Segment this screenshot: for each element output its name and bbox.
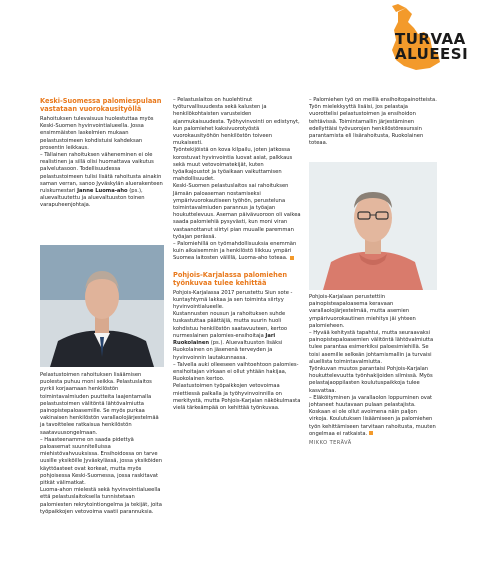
article1-paragraph: Rahoituksen tulevaisuus huolestuttaa myös Keski-Suomen hyvinvointialueella. Jossa ensimmäisten laskelmien mukaan pelastustoimeen kohdistuisi kahdeksan prosentin leikkaus. [40, 116, 154, 151]
article2-paragraph: – Palomiehen työ on meillä ensihoitopainotteista. Työn mielekkyyttä lisäisi, jos pelastaja vuorottelisi pelastustoimen ja ensihoidon tehtävissä. Toimintamallin järjestäminen edellyttäisi työvuorojen henkilöstöresurssin parantamista eli lisärahoitusta, Ruokolainen toteaa. [309, 97, 437, 147]
article2-paragraph: Pelastustoimen työpaikkojen vetovoimaa miettiessä palkalla ja työhyvinvoinnilla on merkitystä, mutta Pohjois-Karjalan näkökulmasta vielä tärkeämpää on kehittää työnkuvaa. [173, 383, 301, 411]
end-mark-icon [290, 256, 294, 260]
quote-text: (ps.), aluevaltuutettu ja aluevaltuuston toinen varapuheenjohtaja. [40, 188, 145, 209]
article1-paragraph: Pelastustoimen rahoituksen lisäämisen puolesta puhuu moni seikka. Pelastuslaitos pyrkii korjaamaan henkilöstön toimintavalmiuden puutteita laajentamalla pelastustoimen välitöntä lähtövalmiutta painopistepaloasemille. Se myös purkaa vakinaisen henkilöstön varallaolojärjestelmää ja tavoittelee ratkaisua henkilöstön saatavuusongelmaan. [40, 372, 159, 436]
article2-paragraph [309, 395, 437, 438]
logo-line1: TURVAA [395, 30, 466, 48]
article1-heading: Keski-Suomessa palomiespulaan vastataan vuorokausityöllä [40, 97, 162, 113]
article1-paragraph: – Haasteenamme on saada pidettyä paloasemat suunnitelluissa miehistövahvuuksissa. Ensihoidossa on tarve uusille yksiköille Jyväskylässä, jossa yksiköiden käyttöasteet ovat korkeat, mutta myös pohjoisessa Keski-Suomessa, jossa raskitavat pitkät välimatkat. [40, 436, 163, 487]
article1-paragraph: – Pelastuslaitos on huolehtinut työturvallisuudesta sekä kalusten ja henkilökohtaisten varusteiden ajanmukaisuudesta. Työhyvinvointi on edistynyt, kun palomiehet kaksivuorotyöstä vuorokausityöhön henkilöstön toiveen mukaisesti. [173, 97, 300, 147]
turvaa-alueesi-logo [368, 4, 478, 76]
article2-paragraph [173, 311, 301, 361]
quote-text: Kustannusten nousun ja rahoituksen suhde tuskastuttaa päättäjiä, mutta suurin huoli kohdistuu henkilöstön saatavuuteen, kertoo nurmeslainen palomies-ensihoitaja [173, 311, 288, 339]
article1-paragraph [173, 241, 301, 263]
article2-paragraph: Pohjois-Karjalassa 2017 perustettu Siun sote -kuntayhtymä lakkaa ja sen toiminta siirtyy hyvinvointialueelle. [173, 289, 293, 311]
column-3-lower [309, 294, 437, 447]
quote-text: – Tällainen rahoituksen väheneminen ei ole realistinen ja sillä olisi huomattava vaikutus palvelutasoon. Todellisuudessa pelastustoimeen tulisi lisätä rahoitusta ainakin saman verran, sanoo Jyväskylän aluerakenteen ruiskumestari [40, 152, 163, 195]
column-2 [173, 97, 301, 412]
logo-text [395, 32, 479, 62]
article2-paragraph: Työnkuvan muutos parantaisi Pohjois-Karjalan houkuttelevuutta työnhakijoiden silmissä. Myös pelastajaoppilasten koulutuspaikkoja tulee kasvattaa. [309, 366, 433, 394]
closing-quote: – Palomiehillä on työmahdollisuuksia enemmän kuin aikaisemmin ja henkilöstö liikkuu ympäri Suomea laitosten välillä, Luoma-aho toteaa. [173, 241, 297, 262]
article2-paragraph: Pohjois-Karjalaan perustettiin painopisteapaloasema keravaan varallaolojärjestelmää, mutta asemien ympärivuorokautinen miehitys jäi yhteen palomieheen. [309, 294, 416, 329]
quote-text: (ps.). Aluevaltuuston lisäksi Ruokolainen on jäsenenä terveyden ja hyvinvoinnin lautakunnassa. [173, 340, 283, 361]
column-3 [309, 97, 437, 147]
article1-paragraph: Luoma-ahon mielestä sekä hyvinvointialueella että pelastuslaitoksella tunnistetaan palomiesten rekrytointiongelma ja tekijät, joita työpaikkojen vetovoima vaatii parannuksia. [40, 487, 162, 515]
article1-paragraph [40, 152, 164, 210]
article2-heading: Pohjois-Karjalassa palomiehen työnkuvaa tulee kehittää [173, 270, 288, 287]
closing-quote: – Eläköityminen ja varallaolon loppuminen ovat johtaneet huutavaan pulaan pelastajista. Koskaan ei ole ollut avoimena näin paljon virkoja. Koulutuksen lisäämiseen ja palomiehen työn kehittämiseen tarvitaan rahoitusta, muuten ongelmaa ei ratkaista. [309, 394, 436, 437]
article2-paragraph: – Hyvää kehitystä tapahtui, mutta seuraavaksi painopistepaloasemien välitöntä lähtövalmiutta tulee parantaa esimerkiksi paloesimiehillä. Se toisi asemille selkeän johtamismallin ja turvaisi aluellista toimintavalmiutta. [309, 330, 434, 365]
column-1-lower [40, 372, 164, 516]
person-name: Jari Ruokolainen [173, 332, 276, 347]
portrait-photo-ruokolainen [309, 162, 437, 290]
logo-line2: ALUEESI [395, 45, 469, 63]
person-name: Janne Luoma-aho [77, 188, 128, 195]
article1-paragraph: Työntekijöistä on kova kilpailu, joten jatkossa korostuvat hyvinvointia luovat asiat, palkkaus sekä muut vetovoimatekijät, kuten työaikajoustot ja työaikaan vaikuttamisen mahdollisuudet. [173, 147, 293, 183]
end-mark-icon [369, 431, 373, 435]
article2-paragraph: – Talvella auki olleeseen vaihtoehtoon palomies-ensihoitajan virkaan ei ollut yhtään hakijaa, Ruokolainen kertoo. [173, 361, 299, 383]
column-1 [40, 97, 164, 210]
author-signature: MIKKO TERÄVÄ [309, 440, 352, 447]
article1-paragraph: Keski-Suomen pelastuslaitos sai rahoituksen Jämsän paloaseman nostamiseksi ympärivuorokautiseen työhön, perusteluna toimintavalmiuden parannus ja työajan houkuttelevuus. Aseman päivävuoroon oli vaikea saada palomiehiä pysyvästi, kun moni viran vastaanottanut siirtyi pian muualle paremman työajan perässä. [173, 183, 301, 240]
portrait-photo-luoma-aho [40, 245, 164, 367]
